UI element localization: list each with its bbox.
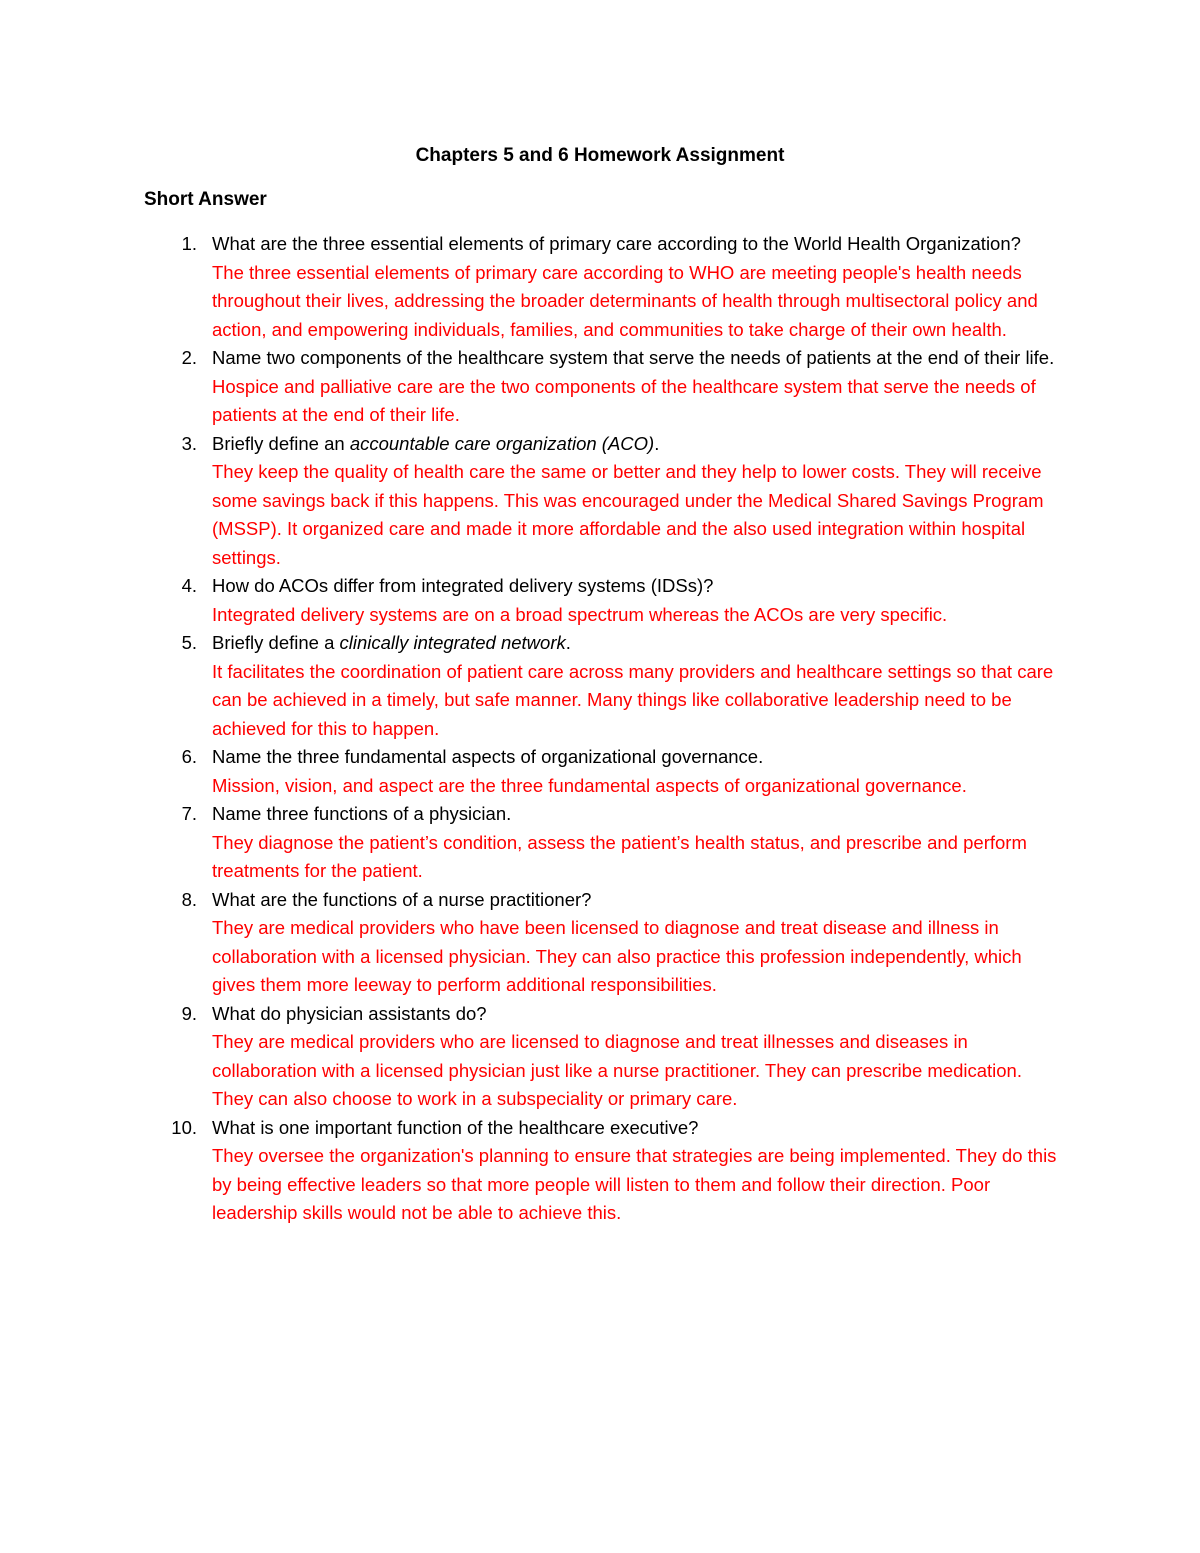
question-text: How do ACOs differ from integrated delivery systems (IDSs)? <box>212 575 714 596</box>
question-text: Name three functions of a physician. <box>212 803 512 824</box>
question-number: 1. <box>181 233 197 254</box>
answer-text: The three essential elements of primary care according to WHO are meeting people's health needs throughout their lives, addressing the broader determinants of health through multisectoral policy and action, and empowering individuals, families, and communities to take charge of their own health. <box>212 261 1038 340</box>
list-item <box>144 743 1064 800</box>
question-number: 6. <box>181 746 197 767</box>
list-item <box>144 430 1064 573</box>
question-text: What is one important function of the healthcare executive? <box>212 1116 699 1138</box>
question-text: What are the three essential elements of primary care according to the World Health Organization? <box>212 233 1021 254</box>
answer-text: They keep the quality of health care the same or better and they help to lower costs. They will receive some savings back if this happens. This was encouraged under the Medical Shared Savings Program (MSSP). It organized care and made it more affordable and the also used integration within hospital settings. <box>212 461 1044 568</box>
question-number: 2. <box>181 347 197 368</box>
question-term: accountable care organization (ACO) <box>349 432 655 454</box>
answer-text: It facilitates the coordination of patient care across many providers and healthcare settings so that care can be achieved in a timely, but safe manner. Many things like collaborative leadership need to be achieved for this to happen. <box>212 660 1054 739</box>
list-item <box>144 886 1064 1000</box>
answer-text: Integrated delivery systems are on a broad spectrum whereas the ACOs are very specific. <box>212 603 948 625</box>
answer-text: Hospice and palliative care are the two components of the healthcare system that serve the needs of patients at the end of their life. <box>212 375 1036 425</box>
question-number: 4. <box>181 575 197 596</box>
question-text: What are the functions of a nurse practitioner? <box>212 888 592 910</box>
list-item <box>144 1000 1064 1114</box>
question-number: 5. <box>181 632 197 653</box>
answer-text: They are medical providers who have been licensed to diagnose and treat disease and illness in collaboration with a licensed physician. They can also practice this profession independently, which gives them more leeway to perform additional responsibilities. <box>212 917 1022 995</box>
answer-text: They oversee the organization's planning to ensure that strategies are being implemented. They do this by being effective leaders so that more people will listen to them and follow their direction. Poor leadership skills would not be able to achieve this. <box>212 1145 1057 1223</box>
answer-text: Mission, vision, and aspect are the three fundamental aspects of organizational governance. <box>212 774 967 796</box>
question-term: clinically integrated network <box>339 632 566 653</box>
question-text: Name two components of the healthcare system that serve the needs of patients at the end of their life. <box>212 347 1055 368</box>
question-text-start: Briefly define a <box>212 632 340 653</box>
question-text: Name the three fundamental aspects of organizational governance. <box>212 746 764 767</box>
answer-text: They diagnose the patient’s condition, assess the patient’s health status, and prescribe and perform treatments for the patient. <box>212 831 1027 881</box>
list-item <box>144 572 1064 629</box>
question-text <box>212 430 1064 459</box>
page-title: Chapters 5 and 6 Homework Assignment <box>415 145 785 166</box>
question-number: 3. <box>181 432 197 454</box>
list-item <box>144 230 1064 344</box>
question-text <box>212 629 1064 658</box>
question-number: 9. <box>181 1002 197 1024</box>
question-text: What do physician assistants do? <box>212 1002 487 1024</box>
answer-text: They are medical providers who are licensed to diagnose and treat illnesses and diseases in collaboration with a licensed physician just like a nurse practitioner. They can prescribe medication. They can also choose to work in a subspeciality or primary care. <box>212 1031 1022 1109</box>
question-text-start: Briefly define an <box>212 432 350 454</box>
section-heading: Short Answer <box>144 189 267 210</box>
question-text-end: . <box>565 632 571 653</box>
question-number: 7. <box>181 803 197 824</box>
question-text-end: . <box>654 432 660 454</box>
list-item <box>144 1114 1064 1228</box>
question-list <box>144 230 1064 1228</box>
list-item <box>144 800 1064 886</box>
list-item <box>144 344 1064 430</box>
question-number: 10. <box>171 1116 197 1138</box>
question-number: 8. <box>181 888 197 910</box>
list-item <box>144 629 1064 743</box>
